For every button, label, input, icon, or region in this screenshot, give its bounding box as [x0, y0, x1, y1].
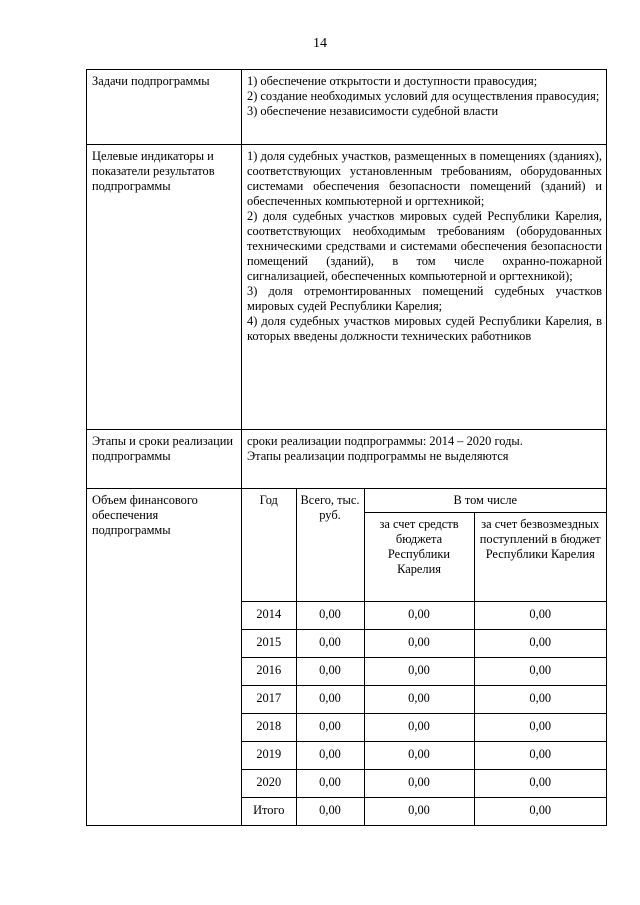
stage-item: сроки реализации подпрограммы: 2014 – 2020 годы. [247, 434, 523, 448]
financing-budget-cell: 0,00 [364, 770, 474, 798]
financing-gratuitous-cell: 0,00 [474, 742, 606, 770]
indicator-item: 1) доля судебных участков, размещенных в помещениях (зданиях), соответствующих установленным требованиям, оборудованных системами обеспечения безопасности помещений (зданий) и обеспеченных компьютерной и оргтехникой; [247, 149, 602, 208]
tasks-content [242, 70, 607, 145]
tasks-row [87, 70, 607, 145]
financing-year-cell: 2015 [242, 630, 296, 658]
financing-gratuitous-cell: 0,00 [474, 714, 606, 742]
stages-row [87, 430, 607, 489]
financing-gratuitous-cell: 0,00 [474, 686, 606, 714]
gratuitous-header: за счет безвозмездных поступлений в бюджет Республики Карелия [474, 513, 606, 602]
financing-data-row [242, 686, 606, 714]
financing-year-cell: 2017 [242, 686, 296, 714]
financing-total-cell: 0,00 [296, 658, 364, 686]
financing-total-cell: 0,00 [296, 602, 364, 630]
year-header: Год [242, 489, 296, 602]
task-item: 2) создание необходимых условий для осуществления правосудия; [247, 89, 600, 103]
indicator-item: 4) доля судебных участков мировых судей Республики Карелия, в которых введены должности технических работников [247, 314, 602, 343]
financing-data-row [242, 602, 606, 630]
indicators-row [87, 145, 607, 430]
financing-data-row [242, 630, 606, 658]
financing-total-cell: 0,00 [296, 714, 364, 742]
passport-table [86, 69, 607, 826]
financing-data-row [242, 714, 606, 742]
financing-gratuitous-cell: 0,00 [474, 630, 606, 658]
financing-content [242, 489, 607, 826]
indicator-item: 2) доля судебных участков мировых судей Республики Карелия, соответствующих необходимым требованиям (оборудованных техническими средствами и системами обеспечения безопасности помещений (зданий), в том числе охранно-пожарной сигнализацией, обеспеченных компьютерной и оргтехникой); [247, 209, 602, 283]
financing-data-row [242, 658, 606, 686]
financing-row [87, 489, 607, 826]
financing-data-row [242, 742, 606, 770]
indicators-label: Целевые индикаторы и показатели результатов подпрограммы [87, 145, 242, 430]
financing-budget-cell: 0,00 [364, 742, 474, 770]
financing-budget-cell: 0,00 [364, 798, 474, 826]
including-header: В том числе [364, 489, 606, 513]
financing-label: Объем финансового обеспечения подпрограммы [87, 489, 242, 826]
financing-gratuitous-cell: 0,00 [474, 770, 606, 798]
financing-budget-cell: 0,00 [364, 630, 474, 658]
financing-year-cell: 2018 [242, 714, 296, 742]
budget-header: за счет средств бюджета Республики Карелия [364, 513, 474, 602]
indicator-item: 3) доля отремонтированных помещений судебных участков мировых судей Республики Карелия; [247, 284, 602, 313]
financing-budget-cell: 0,00 [364, 658, 474, 686]
financing-total-cell: 0,00 [296, 742, 364, 770]
indicators-content [242, 145, 607, 430]
financing-total-cell: 0,00 [296, 770, 364, 798]
stages-label: Этапы и сроки реализации подпрограммы [87, 430, 242, 489]
financing-year-cell: 2014 [242, 602, 296, 630]
financing-total-cell: 0,00 [296, 686, 364, 714]
financing-year-cell: 2019 [242, 742, 296, 770]
financing-data-row [242, 798, 606, 826]
financing-year-cell: 2016 [242, 658, 296, 686]
financing-budget-cell: 0,00 [364, 686, 474, 714]
task-item: 3) обеспечение независимости судебной власти [247, 104, 499, 118]
financing-budget-cell: 0,00 [364, 602, 474, 630]
total-header: Всего, тыс. руб. [296, 489, 364, 602]
tasks-label: Задачи подпрограммы [87, 70, 242, 145]
financing-gratuitous-cell: 0,00 [474, 658, 606, 686]
financing-gratuitous-cell: 0,00 [474, 602, 606, 630]
financing-data-row [242, 770, 606, 798]
page-number: 14 [313, 36, 327, 51]
task-item: 1) обеспечение открытости и доступности правосудия; [247, 74, 538, 88]
financing-total-cell: 0,00 [296, 630, 364, 658]
financing-year-cell: 2020 [242, 770, 296, 798]
financing-year-cell: Итого [242, 798, 296, 826]
financing-total-cell: 0,00 [296, 798, 364, 826]
financing-budget-cell: 0,00 [364, 714, 474, 742]
financing-gratuitous-cell: 0,00 [474, 798, 606, 826]
stage-item: Этапы реализации подпрограммы не выделяются [247, 449, 509, 463]
financing-table [242, 489, 606, 825]
stages-content [242, 430, 607, 489]
